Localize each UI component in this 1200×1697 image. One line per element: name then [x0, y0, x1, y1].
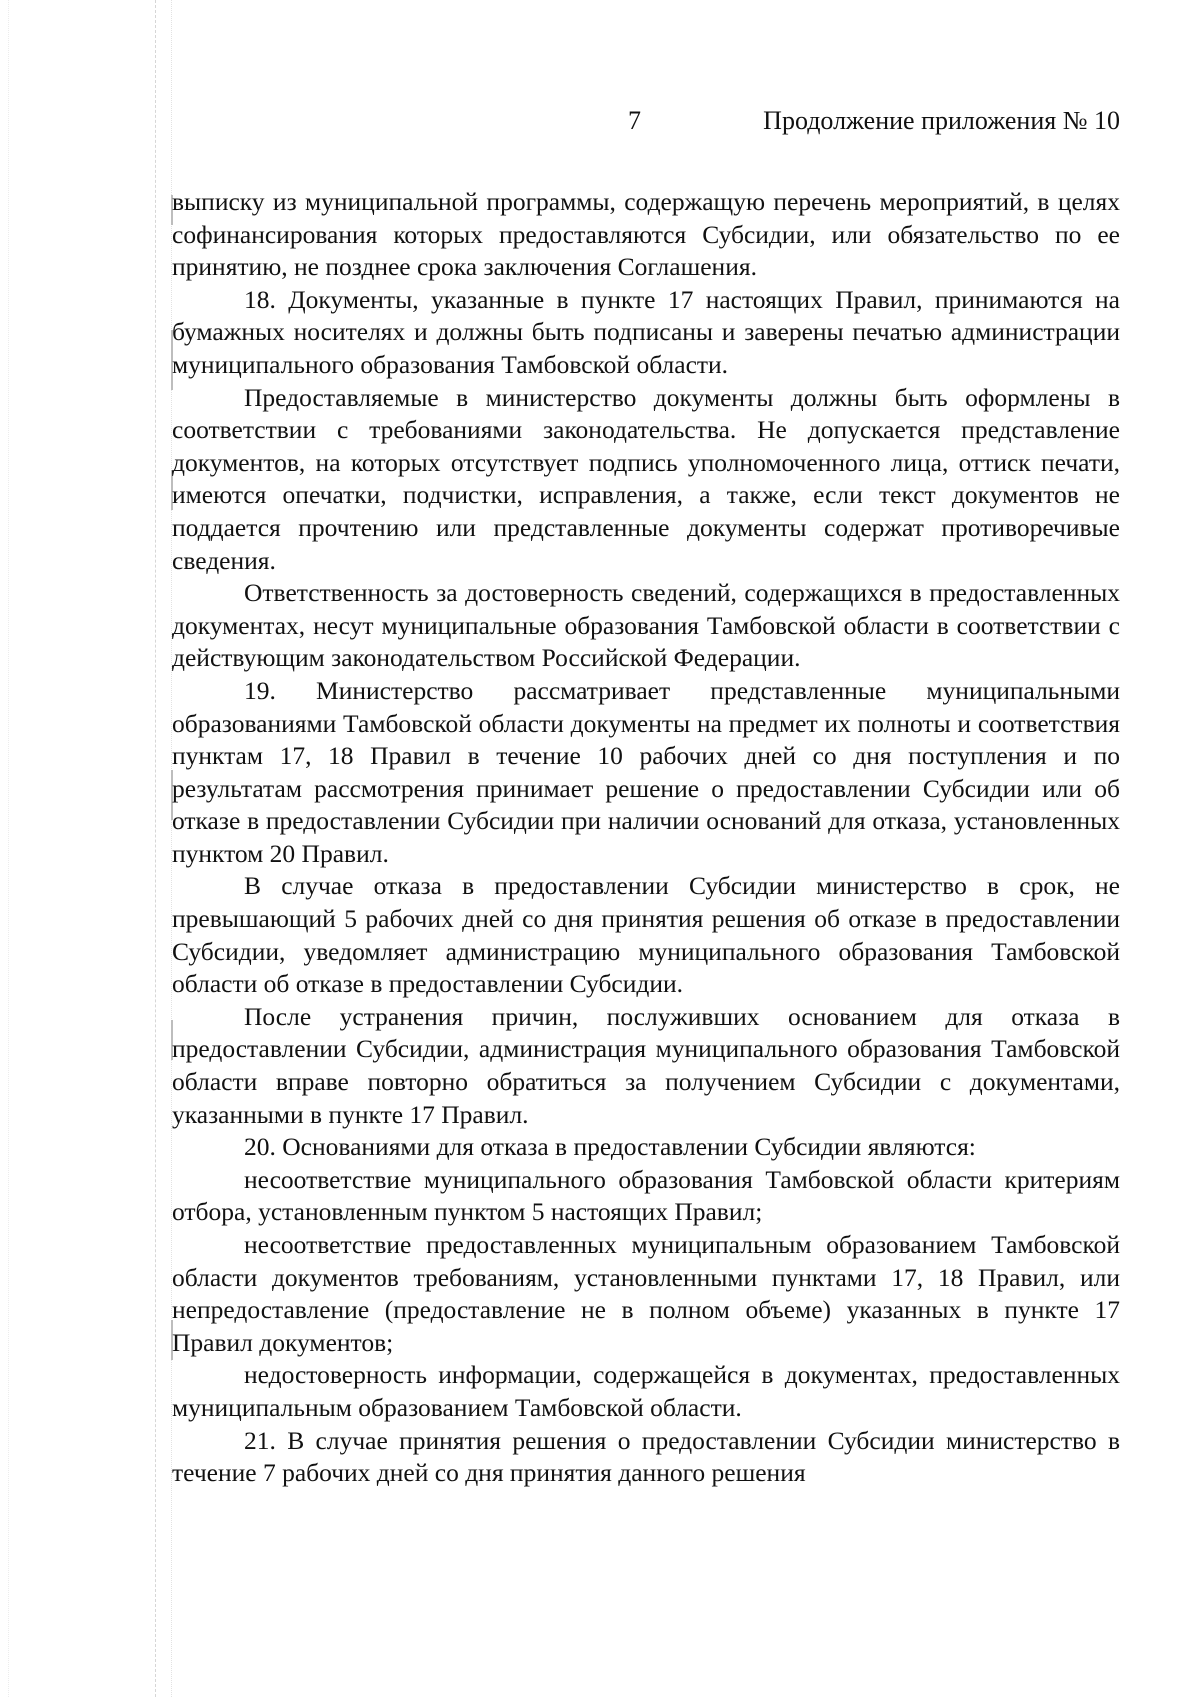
document-body [172, 186, 1120, 1490]
refusal-ground-unreliable-info: недостоверность информации, содержащейся в документах, предоставленных муниципальным образованием Тамбовской области. [172, 1360, 1120, 1422]
paragraph-item-18: 18. Документы, указанные в пункте 17 настоящих Правил, принимаются на бумажных носителях и должны быть подписаны и заверены печатью администрации муниципального образования Тамбовской области. [172, 284, 1120, 379]
paragraph-item-19: 19. Министерство рассматривает представленные муниципальными образованиями Тамбовской области документы на предмет их полноты и соответствия пунктам 17, 18 Правил в течение 10 рабочих дней со дня поступления и по результатам рассмотрения принимает решение о предоставлении Субсидии или об отказе в предоставлении Субсидии при наличии оснований для отказа, установленных пунктом 20 Правил. [172, 675, 1120, 868]
paragraph-responsibility: Ответственность за достоверность сведений, содержащихся в предоставленных документах, несут муниципальные образования Тамбовской области в соответствии с действующим законодательством Российской Федерации. [172, 578, 1120, 673]
page-number: 7 [628, 106, 641, 135]
paragraph-item-20: 20. Основаниями для отказа в предоставлении Субсидии являются: [244, 1132, 976, 1162]
refusal-ground-criteria: несоответствие муниципального образования Тамбовской области критериям отбора, установленным пунктом 5 настоящих Правил; [172, 1164, 1120, 1227]
paragraph-continuation: выписку из муниципальной программы, содержащую перечень мероприятий, в целях софинансирования которых предоставляются Субсидии, или обязательство по ее принятию, не позднее срока заключения Соглашения. [172, 187, 1120, 282]
scan-edge-left [8, 0, 9, 1697]
paragraph-item-21: 21. В случае принятия решения о предоставлении Субсидии министерство в течение 7 рабочих дней со дня принятия данного решения [172, 1425, 1120, 1488]
scan-edge-binding [155, 0, 156, 1697]
appendix-caption: Продолжение приложения № 10 [763, 106, 1120, 135]
paragraph-reapplication: После устранения причин, послуживших основанием для отказа в предоставлении Субсидии, администрация муниципального образования Тамбовской области вправе повторно обратиться за получением Субсидии с документами, указанными в пункте 17 Правил. [172, 1001, 1120, 1129]
refusal-ground-documents: несоответствие предоставленных муниципальным образованием Тамбовской области документов требованиям, установленными пунктами 17, 18 Правил, или непредоставление (предоставление не в полном объеме) указанных в пункте 17 Правил документов; [172, 1230, 1120, 1357]
paragraph-refusal-notice: В случае отказа в предоставлении Субсидии министерство в срок, не превышающий 5 рабочих дней со дня принятия решения об отказе в предоставлении Субсидии, уведомляет администрацию муниципального образования Тамбовской области об отказе в предоставлении Субсидии. [172, 871, 1120, 999]
page-header [0, 106, 1200, 146]
paragraph-document-requirements: Предоставляемые в министерство документы должны быть оформлены в соответствии с требованиями законодательства. Не допускается представление документов, на которых отсутствует подпись уполномоченного лица, оттиск печати, имеются опечатки, подчистки, исправления, а также, если текст документов не поддается прочтению или представленные документы содержат противоречивые сведения. [172, 382, 1120, 575]
